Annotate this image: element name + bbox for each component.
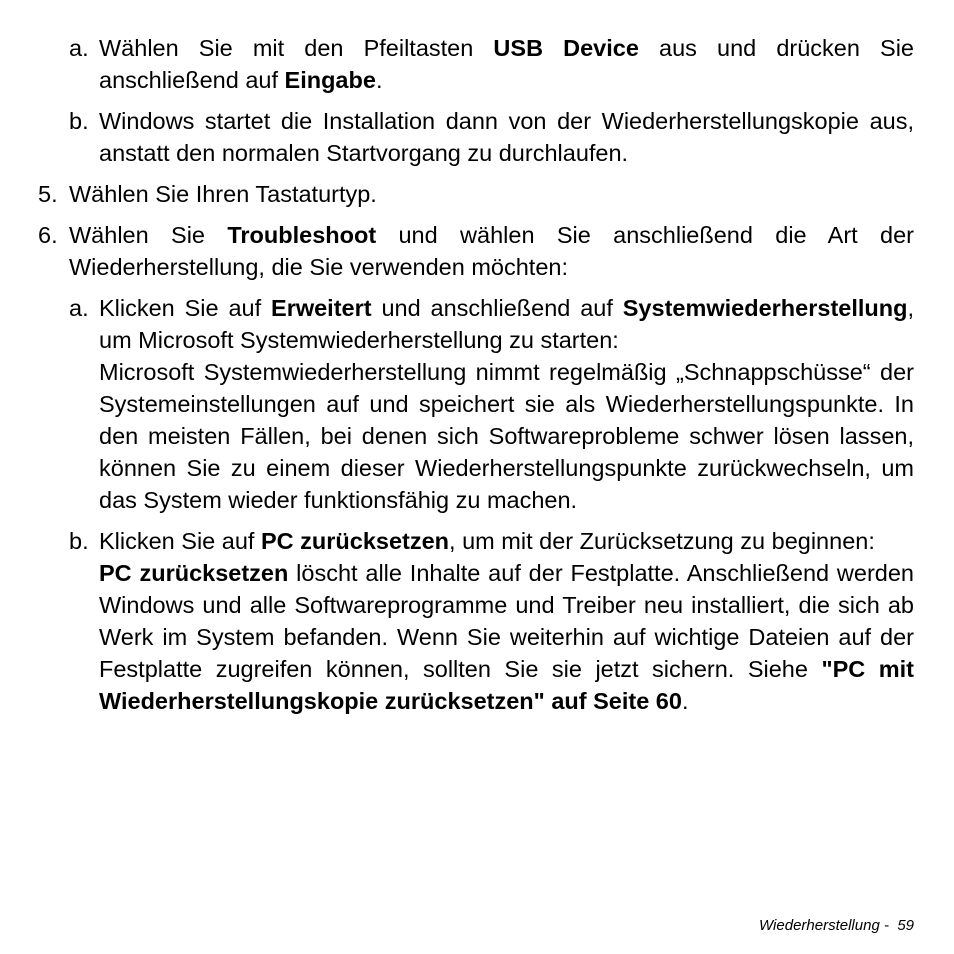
page-number: 59 — [897, 917, 914, 934]
list-item-b-windows-install: b. Windows startet die Installation dann von der Wiederherstellungskopie aus, anstatt den normalen Startvorgang zu durchlaufen. — [69, 105, 914, 169]
cross-reference: "PC mit Wiederherstellungskopie zurücksetzen" auf Seite 60 — [99, 656, 914, 714]
list-item-a-usb-device: a. Wählen Sie mit den Pfeiltasten USB Device aus und drücken Sie anschließend auf Eingabe. — [69, 32, 914, 96]
bold-term: Systemwiederherstellung — [622, 295, 908, 321]
list-marker: 6. — [38, 222, 58, 248]
bold-term: PC zurücksetzen — [99, 560, 289, 586]
page-footer — [759, 916, 914, 936]
list-marker: 5. — [38, 181, 58, 207]
list-marker: a. — [69, 295, 89, 321]
list-item-a-system-restore: a. Klicken Sie auf Erweitert und anschließend auf Systemwiederherstellung, um Microsoft Systemwiederherstellung zu starten: Microsoft Systemwiederherstellung nimmt regelmäßig „Schnappschüsse“ der Systemeinstellungen auf und speichert sie als Wiederherstellungspunkte. In den meisten Fällen, bei denen sich Softwareprobleme schwer lösen lassen, können Sie zu einem dieser Wiederherstellungspunkte zurückwechseln, um das System wieder funktionsfähig zu machen. — [69, 292, 914, 516]
bold-term: Erweitert — [271, 295, 372, 321]
bold-term: PC zurücksetzen — [260, 528, 450, 554]
list-item-5-keyboard: 5. Wählen Sie Ihren Tastaturtyp. — [38, 178, 914, 210]
footer-section: Wiederherstellung - — [759, 917, 889, 934]
list-item-b-reset-pc: b. Klicken Sie auf PC zurücksetzen, um mit der Zurücksetzung zu beginnen: PC zurücksetzen löscht alle Inhalte auf der Festplatte. Anschließend werden Windows und alle Softwareprogramme und Treiber neu installiert, die sich ab Werk im System befanden. Wenn Sie weiterhin auf wichtige Dateien auf der Festplatte zugreifen können, sollten Sie sie jetzt sichern. Siehe "PC mit Wiederherstellungskopie zurücksetzen" auf Seite 60. — [69, 525, 914, 717]
bold-term: Eingabe — [284, 67, 376, 93]
bold-term: Troubleshoot — [227, 222, 377, 248]
list-marker: b. — [69, 108, 89, 134]
document-body — [38, 32, 914, 717]
bold-term: USB Device — [493, 35, 639, 61]
list-marker: b. — [69, 528, 89, 554]
reset-pc-description: PC zurücksetzen löscht alle Inhalte auf der Festplatte. Anschließend werden Windows und alle Softwareprogramme und Treiber neu installiert, die sich ab Werk im System befanden. Wenn Sie weiterhin auf wichtige Dateien auf der Festplatte zugreifen können, sollten Sie sie jetzt sichern. Siehe "PC mit Wiederherstellungskopie zurücksetzen" auf Seite 60. — [99, 560, 915, 714]
list-item-6-troubleshoot: 6. Wählen Sie Troubleshoot und wählen Sie anschließend die Art der Wiederherstellung, die Sie verwenden möchten: — [38, 219, 914, 283]
system-restore-description: Microsoft Systemwiederherstellung nimmt regelmäßig „Schnappschüsse“ der Systemeinstellungen auf und speichert sie als Wiederherstellungspunkte. In den meisten Fällen, bei denen sich Softwareprobleme schwer lösen lassen, können Sie zu einem dieser Wiederherstellungspunkte zurückwechseln, um das System wieder funktionsfähig zu machen. — [99, 359, 914, 513]
list-marker: a. — [69, 35, 89, 61]
